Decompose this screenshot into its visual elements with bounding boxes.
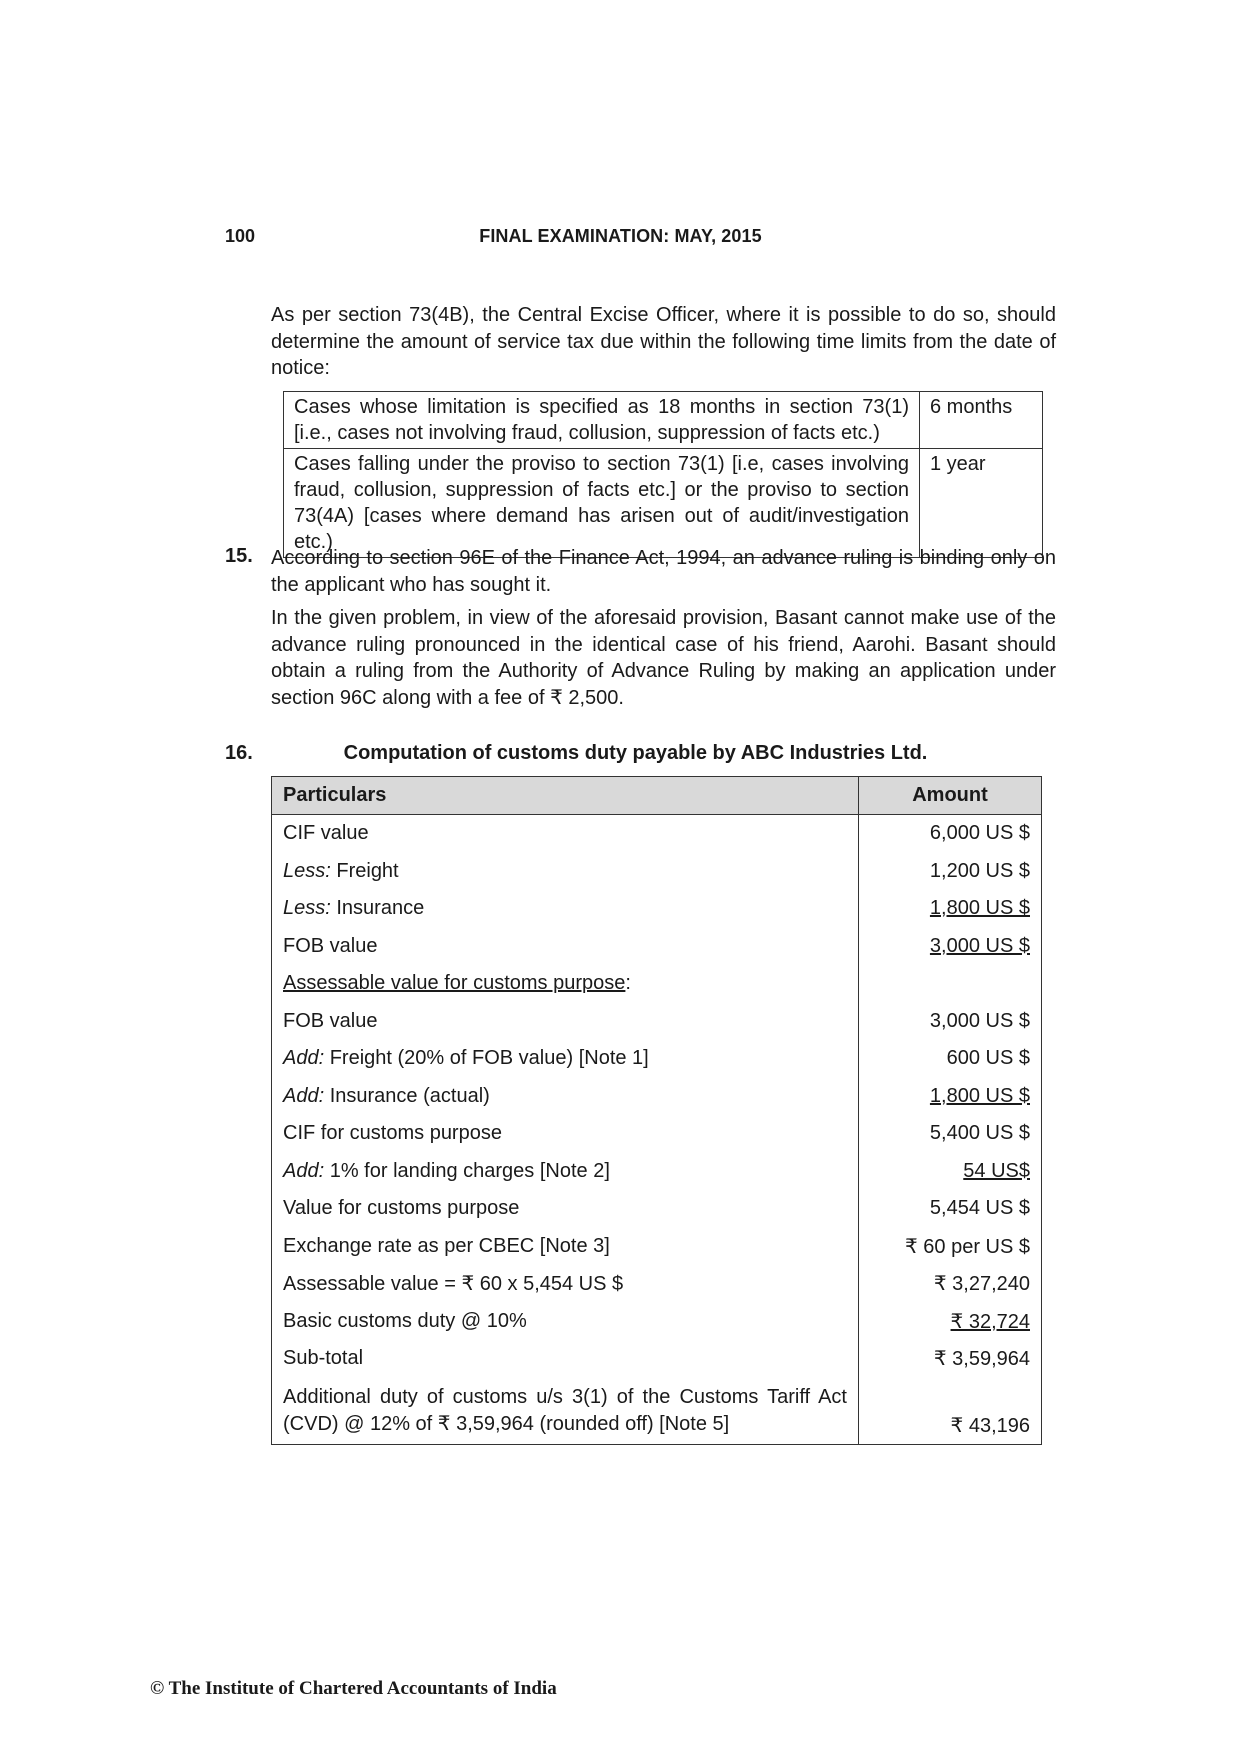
table-row	[272, 1340, 1042, 1378]
limit-description: Cases whose limitation is specified as 18 months in section 73(1) [i.e., cases not involving fraud, collusion, suppression of facts etc.)	[284, 392, 920, 449]
intro-paragraph: As per section 73(4B), the Central Excise Officer, where it is possible to do so, should determine the amount of service tax due within the following time limits from the date of notice:	[271, 304, 1056, 379]
row-amount: ₹ 3,59,964	[859, 1340, 1042, 1378]
row-amount: 1,800 US $	[859, 1078, 1042, 1116]
row-label: Add: Freight (20% of FOB value) [Note 1]	[272, 1040, 859, 1078]
question-number-15: 15.	[225, 545, 253, 567]
row-amount	[859, 965, 1042, 1003]
question-number-16: 16.	[225, 742, 253, 764]
table-row	[284, 449, 1043, 558]
table-row	[272, 1190, 1042, 1228]
particulars-header: Particulars	[272, 777, 859, 815]
row-label: Assessable value = ₹ 60 x 5,454 US $	[272, 1265, 859, 1303]
row-label: Add: 1% for landing charges [Note 2]	[272, 1153, 859, 1191]
table-row	[272, 1228, 1042, 1266]
row-label: FOB value	[272, 1003, 859, 1041]
table-row	[272, 1078, 1042, 1116]
table-row	[272, 890, 1042, 928]
row-amount: 6,000 US $	[859, 815, 1042, 853]
amount-header: Amount	[859, 777, 1042, 815]
row-amount: 600 US $	[859, 1040, 1042, 1078]
row-label: Additional duty of customs u/s 3(1) of the Customs Tariff Act (CVD) @ 12% of ₹ 3,59,964 (rounded off) [Note 5]	[272, 1378, 859, 1445]
page-header-title: FINAL EXAMINATION: MAY, 2015	[479, 226, 762, 246]
row-amount: ₹ 43,196	[859, 1378, 1042, 1445]
limit-period: 6 months	[920, 392, 1043, 449]
table-row	[272, 965, 1042, 1003]
row-amount: 5,400 US $	[859, 1115, 1042, 1153]
table-row	[272, 1115, 1042, 1153]
row-label: Value for customs purpose	[272, 1190, 859, 1228]
row-label: CIF value	[272, 815, 859, 853]
table-row	[284, 392, 1043, 449]
row-amount: 54 US$	[859, 1153, 1042, 1191]
row-amount: 3,000 US $	[859, 928, 1042, 966]
row-label: FOB value	[272, 928, 859, 966]
row-amount: ₹ 3,27,240	[859, 1265, 1042, 1303]
copyright-footer: © The Institute of Chartered Accountants of India	[150, 1678, 557, 1699]
customs-duty-table	[271, 776, 1042, 1445]
row-amount: 3,000 US $	[859, 1003, 1042, 1041]
table-row	[272, 853, 1042, 891]
row-label: Add: Insurance (actual)	[272, 1078, 859, 1116]
table-row	[272, 1265, 1042, 1303]
table-row	[272, 1153, 1042, 1191]
row-label: Exchange rate as per CBEC [Note 3]	[272, 1228, 859, 1266]
row-label: Sub-total	[272, 1340, 859, 1378]
table-row	[272, 1040, 1042, 1078]
limit-description: Cases falling under the proviso to section 73(1) [i.e, cases involving fraud, collusion, suppression of facts etc.] or the proviso to section 73(4A) [cases where demand has arisen out of audit/investigation etc.)	[284, 449, 920, 558]
q15-paragraph-2: In the given problem, in view of the aforesaid provision, Basant cannot make use of the advance ruling pronounced in the identical case of his friend, Aarohi. Basant should obtain a ruling from the Authority of Advance Ruling by making an application under section 96C along with a fee of ₹ 2,500.	[271, 607, 1056, 709]
table-row	[272, 1303, 1042, 1341]
table-row	[272, 1003, 1042, 1041]
table-header-row	[272, 777, 1042, 815]
limit-period: 1 year	[920, 449, 1043, 558]
table-row	[272, 815, 1042, 853]
row-amount: 5,454 US $	[859, 1190, 1042, 1228]
row-label: Less: Insurance	[272, 890, 859, 928]
row-amount: 1,800 US $	[859, 890, 1042, 928]
row-label: Less: Freight	[272, 853, 859, 891]
time-limits-table	[283, 391, 1043, 558]
row-label: CIF for customs purpose	[272, 1115, 859, 1153]
table-row	[272, 1378, 1042, 1445]
row-amount: 1,200 US $	[859, 853, 1042, 891]
table-row	[272, 928, 1042, 966]
row-amount: ₹ 60 per US $	[859, 1228, 1042, 1266]
page-number: 100	[225, 226, 256, 246]
computation-title: Computation of customs duty payable by ABC Industries Ltd.	[343, 742, 928, 764]
row-label: Assessable value for customs purpose:	[272, 965, 859, 1003]
q15-paragraph-1: According to section 96E of the Finance Act, 1994, an advance ruling is binding only on the applicant who has sought it.	[271, 547, 1056, 596]
row-label: Basic customs duty @ 10%	[272, 1303, 859, 1341]
row-amount: ₹ 32,724	[859, 1303, 1042, 1341]
